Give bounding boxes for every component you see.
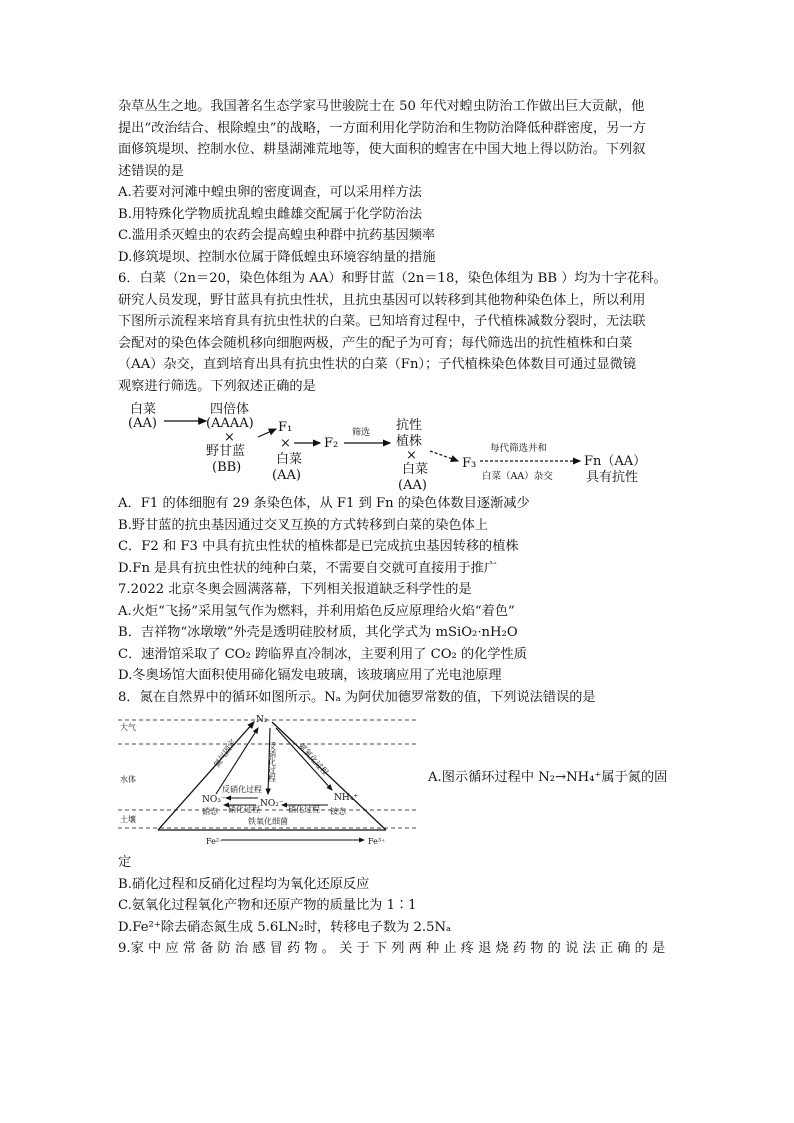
label-nh4: NH₄⁺ <box>334 793 359 803</box>
label-daqi: 大气 <box>120 723 136 732</box>
label-baicai-3: 白菜 <box>402 462 429 477</box>
q7-option-b: B．吉祥物“冰墩墩”外壳是透明硅胶材质，其化学式为 mSiO₂·nH₂O <box>118 625 518 640</box>
label-aaaa: (AAAA) <box>206 416 254 431</box>
label-baicai: 白菜 <box>130 402 157 417</box>
breeding-flowchart <box>118 399 678 491</box>
label-f2: F₂ <box>324 436 339 451</box>
label-yeganlan: 野甘蓝 <box>206 444 246 459</box>
label-fanxiaohua-vertical: 反硝化过程 <box>267 742 277 782</box>
label-f1: F₁ <box>278 420 293 435</box>
label-zhizhu: 植株 <box>396 434 423 449</box>
q5-stem-line: 面修筑堤坝、控制水位、耕垦湖滩荒地等，使大面积的蝗害在中国大地上得以防治。下列叙 <box>118 142 646 157</box>
label-sibeiti: 四倍体 <box>210 402 250 417</box>
q6-option-c: C．F2 和 F3 中具有抗虫性状的植株都是已完成抗虫基因转移的植株 <box>118 539 519 554</box>
q8-option-c: C.氨氧化过程氧化产物和还原产物的质量比为 1∶1 <box>118 898 417 913</box>
q6-stem-line: 会配对的染色体会随机移向细胞两极，产生的配子为可育；每代筛选出的抗性植株和白菜 <box>118 335 633 351</box>
label-no2: NO₂⁻ <box>260 799 284 809</box>
q6-stem-line: （AA）杂交，直到培育出具有抗虫性状的白菜（Fn）；子代植株染色体数目可通过显微镜 <box>118 357 637 372</box>
label-xiaohua-2: 硝化过程 <box>288 805 320 814</box>
cross-symbol: × <box>406 448 417 463</box>
label-antai: 铵态 <box>330 807 346 816</box>
label-xiaohua-1: 硝化过程 <box>228 805 260 814</box>
nitrogen-cycle-svg <box>118 710 418 850</box>
label-anyanghua: 氨氧化过程 <box>296 741 330 778</box>
label-zajiao: 白菜（AA）杂交 <box>482 471 553 482</box>
q6-stem-line: 研究人员发现，野甘蓝具有抗虫性状，且抗虫基因可以转移到其他物种染色体上，所以利用 <box>118 292 646 308</box>
arrow <box>258 429 276 437</box>
label-f3: F₃ <box>462 456 477 471</box>
label-kangxing: 抗性 <box>396 418 423 433</box>
q6-option-d: D.Fn 是具有抗虫性状的纯种白菜，不需要自交就可直接用于推广 <box>118 560 498 576</box>
q5-stem-line: 述错误的是 <box>118 163 184 179</box>
q6-option-a: A．F1 的体细胞有 29 条染色体，从 F1 到 Fn 的染色体数目逐渐减少 <box>118 496 530 511</box>
q6-stem-line: 观察进行筛选。下列叙述正确的是 <box>118 378 316 394</box>
label-gudan: 氮气固定 <box>212 737 238 770</box>
exam-page <box>118 96 678 960</box>
q7-option-a: A.火炬“飞扬”采用氢气作为燃料，并利用焰色反应原理给火焰“着色” <box>118 603 515 619</box>
nitrogen-cycle-block <box>118 710 678 850</box>
q6-option-b: B.野甘蓝的抗虫基因通过交叉互换的方式转移到白菜的染色体上 <box>118 517 488 533</box>
label-bb: (BB) <box>212 460 242 475</box>
q5-stem-line: 杂草丛生之地。我国著名生态学家马世骏院士在 50 年代对蝗虫防治工作做出巨大贡献，他 <box>118 99 645 114</box>
breeding-flowchart-svg <box>118 399 678 491</box>
label-fe2: Fe²⁺ <box>206 837 224 846</box>
label-fe3: Fe³⁺ <box>368 837 386 846</box>
label-meidai: 每代筛选并和 <box>490 443 548 454</box>
q5-option-a: A.若要对河滩中蝗虫卵的密度调查，可以采用样方法 <box>118 185 422 200</box>
q7-option-c: C．速滑馆采取了 CO₂ 跨临界直冷制冰，主要利用了 CO₂ 的化学性质 <box>118 646 527 662</box>
cross-symbol: × <box>224 430 235 445</box>
label-aa: (AA) <box>128 416 157 431</box>
cycle-arrow <box>276 728 332 790</box>
label-shaixuan: 筛选 <box>352 428 371 438</box>
q6-stem-line: 6．白菜（2n＝20，染色体组为 AA）和野甘蓝（2n＝18，染色体组为 BB ）均为十字花科。 <box>118 271 667 286</box>
q8-option-b: B.硝化过程和反硝化过程均为氧化还原反应 <box>118 876 370 892</box>
q6-stem-line: 下图所示流程来培育具有抗虫性状的白菜。已知培育过程中，子代植株减数分裂时，无法联 <box>118 314 646 329</box>
label-n2: N₂ <box>256 715 268 725</box>
q8-stem: 8．氮在自然界中的循环如图所示。Nₐ 为阿伏加德罗常数的值，下列说法错误的是 <box>118 689 596 705</box>
cross-symbol: × <box>280 436 291 451</box>
q9-stem: 9.家 中 应 常 备 防 治 感 冒 药 物 。 关 于 下 列 两 种 止 疼 退 烧 药 物 的 说 法 正 确 的 是 <box>118 941 666 956</box>
label-no3: NO₃⁻ <box>202 795 226 805</box>
label-tieyanghua: 铁氧化细菌 <box>248 817 288 826</box>
q8-option-a-part1: A.图示循环过程中 N₂→NH₄⁺属于氮的固 <box>428 770 668 785</box>
label-juyou: 具有抗性 <box>586 470 639 485</box>
dashed-arrow <box>430 451 458 461</box>
q5-stem-line: 提出“改治结合、根除蝗虫”的战略，一方面利用化学防治和生物防治降低种群密度，另一方 <box>118 120 646 136</box>
q5-option-b: B.用特殊化学物质扰乱蝗虫雌雄交配属于化学防治法 <box>118 206 423 222</box>
label-xiaotai: 硝态 <box>202 807 218 816</box>
q5-option-c: C.滥用杀灭蝗虫的农药会提高蝗虫种群中抗药基因频率 <box>118 228 436 243</box>
q7-stem: 7.2022 北京冬奥会圆满落幕，下列相关报道缺乏科学性的是 <box>118 582 472 597</box>
label-aa-2: (AA) <box>272 468 301 483</box>
q5-option-d: D.修筑堤坝、控制水位属于降低蝗虫环境容纳量的措施 <box>118 249 436 265</box>
label-shuiti: 水体 <box>120 775 136 784</box>
q7-option-d: D.冬奥场馆大面积使用碲化镉发电玻璃，该玻璃应用了光电池原理 <box>118 668 502 683</box>
q8-option-a-part2: 定 <box>118 855 132 870</box>
label-fn: Fn（AA） <box>584 454 647 469</box>
label-baicai-2: 白菜 <box>276 452 303 467</box>
label-aa-3: (AA) <box>398 478 427 491</box>
q8-option-d: D.Fe²⁺除去硝态氮生成 5.6LN₂时，转移电子数为 2.5Nₐ <box>118 919 452 935</box>
label-fanxiaohua-h: 反硝化过程 <box>222 785 262 794</box>
label-turang: 土壤 <box>120 815 136 824</box>
